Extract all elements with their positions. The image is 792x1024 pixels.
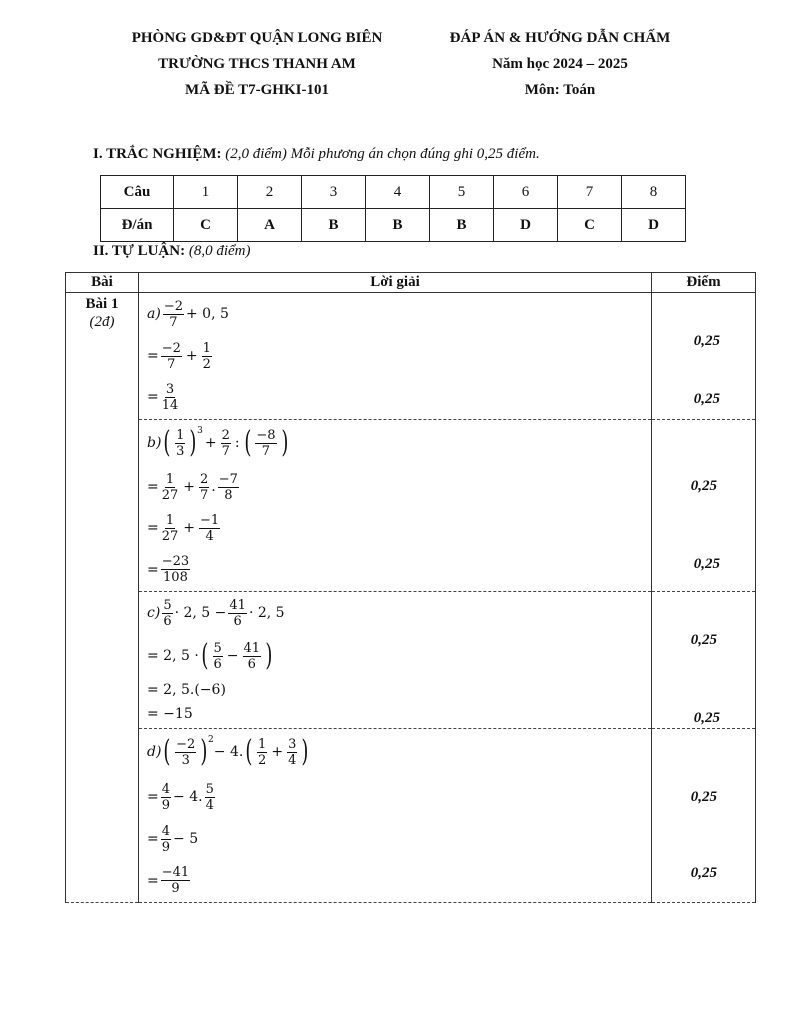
question-row: [101, 176, 686, 209]
bai1-label: Bài 1: [85, 296, 119, 312]
score: 0,25: [693, 391, 720, 407]
answer-cell: D: [494, 209, 558, 242]
part1-note: (2,0 điểm) Mỗi phương án chọn đúng ghi 0,25 điểm.: [225, 146, 540, 162]
step-a1: a) $\frac{-2}{7}$ + 0, 5: [147, 298, 229, 330]
answer-cell: B: [430, 209, 494, 242]
solution-row-b: [66, 420, 756, 592]
question-header: Câu: [101, 176, 174, 209]
solution-row-d: [66, 729, 756, 903]
score: 0,25: [693, 710, 720, 726]
col-loigiai: Lời giải: [139, 273, 652, 293]
bai1-cell: [66, 293, 139, 903]
step-c4: = −15: [147, 706, 193, 722]
subject: Môn: Toán: [524, 82, 596, 98]
answer-cell: C: [558, 209, 622, 242]
score-cell-c: [652, 592, 756, 729]
score: 0,25: [690, 478, 717, 494]
step-d4: = $\frac{-41}{9}$: [147, 865, 190, 896]
solution-b: [139, 420, 652, 592]
essay-answer-table: [65, 272, 756, 903]
answer-cell: A: [238, 209, 302, 242]
answer-header: Đ/án: [101, 209, 174, 242]
school-year: Năm học 2024 – 2025: [492, 56, 628, 72]
part2-note: (8,0 điểm): [188, 243, 251, 259]
step-a2: = $\frac{-2}{7}$ + $\frac{1}{2}$: [147, 340, 211, 372]
step-d1: d) ( $\frac{-2}{3}$ ) 2 − 4. ( $\frac{1}{2}$ + $\frac{3}{4}$ ): [147, 734, 309, 769]
answer-cell: D: [622, 209, 686, 242]
bai1-points: (2đ): [89, 314, 115, 330]
question-number: 6: [494, 176, 558, 209]
solution-d: [139, 729, 652, 903]
answer-row: [101, 209, 686, 242]
solution-row-c: [66, 592, 756, 729]
step-b3: = $\frac{1}{27}$ + $\frac{-1}{4}$: [147, 512, 220, 544]
question-number: 2: [238, 176, 302, 209]
col-bai: Bài: [66, 273, 139, 293]
step-d3: = $\frac{4}{9}$ − 5: [147, 823, 199, 855]
col-diem: Điểm: [652, 273, 756, 293]
score: 0,25: [690, 865, 717, 881]
part1-title: I. TRẮC NGHIỆM:: [93, 146, 222, 162]
question-number: 4: [366, 176, 430, 209]
table-header-row: [66, 273, 756, 293]
score: 0,25: [693, 333, 720, 349]
step-d2: = $\frac{4}{9}$ − 4. $\frac{5}{4}$: [147, 781, 214, 813]
answer-cell: C: [174, 209, 238, 242]
step-c1: c) $\frac{5}{6}$ · 2, 5 − $\frac{41}{6}$ · 2, 5: [147, 597, 285, 629]
score: 0,25: [690, 789, 717, 805]
step-c2: = 2, 5 · ( $\frac{5}{6}$ − $\frac{41}{6}$ ): [147, 638, 273, 673]
document-title: ĐÁP ÁN & HƯỚNG DẪN CHẤM: [449, 30, 671, 46]
multiple-choice-table: [100, 175, 686, 242]
solution-row-a: [66, 293, 756, 420]
exam-code: MÃ ĐỀ T7-GHKI-101: [185, 82, 329, 98]
school-name: TRƯỜNG THCS THANH AM: [158, 56, 356, 72]
answer-cell: B: [302, 209, 366, 242]
step-b2: = $\frac{1}{27}$ + $\frac{2}{7}$ . $\frac{-7}{8}$: [147, 471, 238, 503]
step-b1: b) ( $\frac{1}{3}$ ) 3 + $\frac{2}{7}$ : ( $\frac{-8}{7}$ ): [147, 425, 288, 460]
question-number: 7: [558, 176, 622, 209]
question-number: 8: [622, 176, 686, 209]
step-a3: = $\frac{3}{14}$: [147, 381, 179, 413]
step-b4: = $\frac{-23}{108}$: [147, 554, 190, 585]
part1-heading: [93, 146, 540, 163]
department-name: PHÒNG GD&ĐT QUẬN LONG BIÊN: [131, 30, 383, 46]
score-cell-b: [652, 420, 756, 592]
solution-a: [139, 293, 652, 420]
question-number: 5: [430, 176, 494, 209]
score: 0,25: [693, 556, 720, 572]
header-right: [420, 25, 700, 103]
header-left: [97, 25, 417, 103]
answer-cell: B: [366, 209, 430, 242]
score-cell-a: [652, 293, 756, 420]
step-c3: = 2, 5.(−6): [147, 682, 226, 698]
question-number: 3: [302, 176, 366, 209]
question-number: 1: [174, 176, 238, 209]
part2-heading: [93, 243, 251, 260]
part2-title: II. TỰ LUẬN:: [93, 243, 186, 259]
solution-c: [139, 592, 652, 729]
score-cell-d: [652, 729, 756, 903]
score: 0,25: [690, 632, 717, 648]
